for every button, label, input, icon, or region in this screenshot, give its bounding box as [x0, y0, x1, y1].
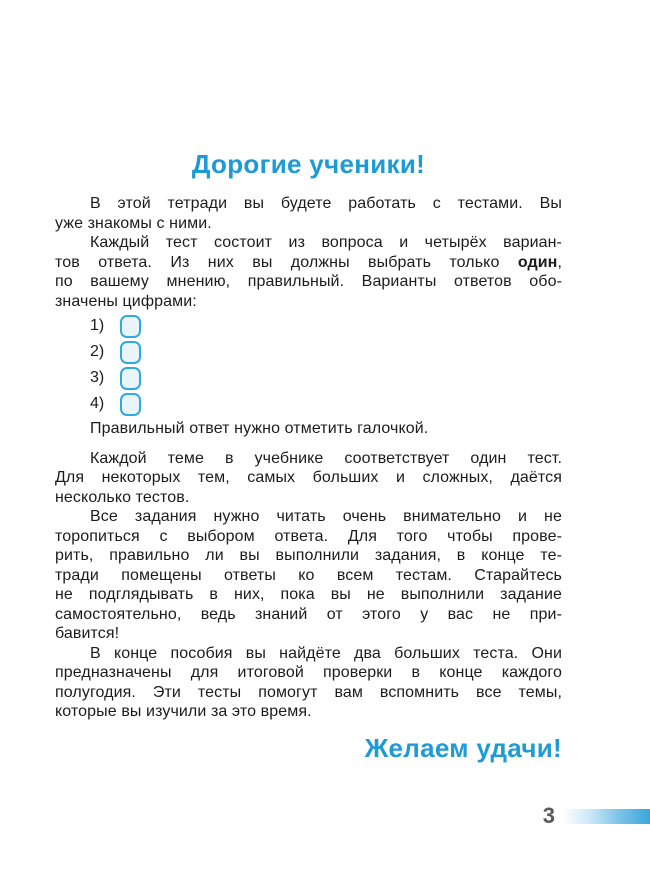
text-line: не подглядывать в них, пока вы не выполнили задание [55, 586, 562, 603]
footer-stripe [562, 809, 650, 824]
option-number: 2) [90, 343, 105, 360]
page-number: 3 [542, 803, 555, 828]
answer-option-row [90, 339, 562, 365]
closing-text: Желаем удачи! [364, 732, 562, 763]
page-title: Дорогие ученики! [191, 149, 426, 179]
text-line: значены цифрами: [55, 292, 197, 310]
text-line: предназначены для итоговой проверки в конце каждого [55, 664, 562, 681]
text-line: Каждый тест состоит из вопроса и четырёх вариан- [90, 234, 562, 251]
text-line: рить, правильно ли вы выполнили задания, в конце те- [55, 547, 562, 564]
text-line: полугодия. Эти тесты помогут вам вспомнить все темы, [55, 683, 562, 701]
text-line: Все задания нужно читать очень внимательно и не [90, 508, 562, 525]
text-line: тради помещены ответы ко всем тестам. Старайтесь [55, 566, 562, 584]
answer-option-row [90, 391, 562, 417]
text-line: несколько тестов. [55, 488, 190, 506]
text-line: самостоятельно, ведь знаний от этого у вас не при- [55, 605, 562, 623]
answer-checkbox[interactable] [120, 315, 141, 338]
answer-checkbox[interactable] [120, 341, 141, 364]
paragraph [55, 233, 562, 311]
content-blocks [55, 194, 562, 722]
paragraph [55, 419, 562, 439]
paragraph [55, 449, 562, 508]
text-line: В конце пособия вы найдёте два больших теста. Они [90, 644, 562, 662]
text-line: уже знакомы с ними. [55, 214, 212, 232]
bold-text: один [517, 253, 558, 271]
option-number: 1) [90, 317, 105, 334]
text-line: Каждой теме в учебнике соответствует один тест. [90, 449, 562, 467]
text-line: торопиться с выбором ответа. Для того чтобы прове- [55, 527, 562, 545]
page-footer [0, 803, 650, 829]
paragraph [55, 507, 562, 644]
answer-options-list [55, 311, 562, 419]
answer-option-row [90, 365, 562, 391]
answer-option-row [90, 313, 562, 339]
answer-checkbox[interactable] [120, 393, 141, 416]
text-line: по вашему мнению, правильный. Варианты ответов обо- [55, 273, 562, 290]
text-line: тов ответа. Из них вы должны выбрать только один, [55, 253, 562, 271]
option-number: 4) [90, 395, 105, 412]
option-number: 3) [90, 369, 105, 386]
text-line: Для некоторых тем, самых больших и сложных, даётся [55, 469, 562, 486]
text-line: которые вы изучили за это время. [55, 703, 312, 720]
answer-checkbox[interactable] [120, 367, 141, 390]
text-line: В этой тетради вы будете работать с тестами. Вы [90, 195, 562, 212]
content-wrap [55, 0, 562, 764]
text-line: бавится! [55, 625, 120, 642]
paragraph [55, 194, 562, 233]
text-line: Правильный ответ нужно отметить галочкой. [90, 420, 429, 437]
paragraph [55, 644, 562, 722]
